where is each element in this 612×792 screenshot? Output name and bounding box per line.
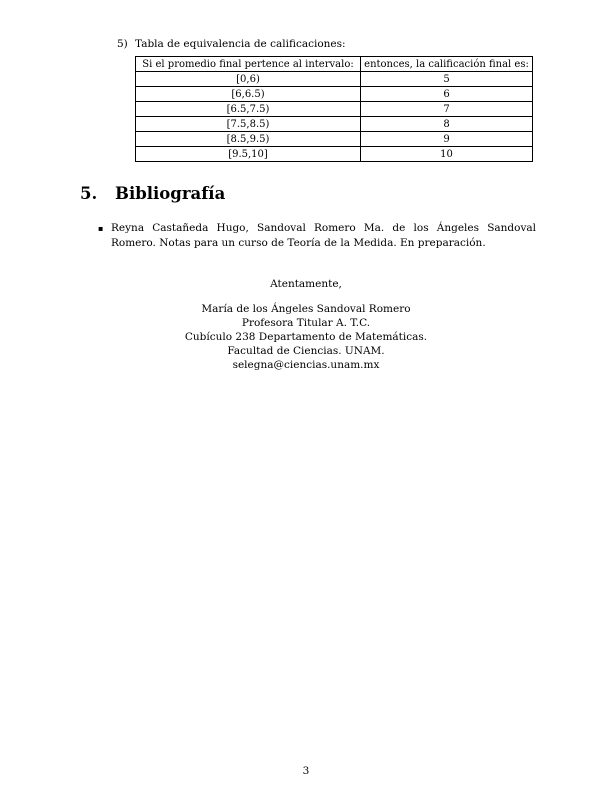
interval-cell: [0,6) — [136, 72, 361, 87]
interval-cell: [8.5,9.5) — [136, 132, 361, 147]
column-header-interval: Si el promedio final pertence al intervalo: — [136, 57, 361, 72]
item-label: Tabla de equivalencia de calificaciones: — [135, 38, 346, 50]
grade-cell: 5 — [361, 72, 533, 87]
interval-cell: [6,6.5) — [136, 87, 361, 102]
section-heading — [80, 184, 225, 203]
author-name: María de los Ángeles Sandoval Romero — [201, 303, 411, 315]
closing-text: Atentamente, — [270, 278, 342, 290]
grade-cell: 7 — [361, 102, 533, 117]
table-header-row — [136, 57, 533, 72]
table-row — [136, 132, 533, 147]
page-number: 3 — [302, 765, 310, 777]
table-row — [136, 117, 533, 132]
author-position: Profesora Titular A. T.C. — [241, 317, 371, 329]
interval-cell: [7.5,8.5) — [136, 117, 361, 132]
author-faculty: Facultad de Ciencias. UNAM. — [227, 345, 385, 357]
section-title: Bibliografía — [115, 184, 226, 203]
interval-cell: [9.5,10] — [136, 147, 361, 162]
grade-cell: 10 — [361, 147, 533, 162]
list-item-5 — [117, 37, 346, 51]
table-row — [136, 87, 533, 102]
signature-block — [0, 277, 612, 372]
table-row — [136, 102, 533, 117]
grade-cell: 8 — [361, 117, 533, 132]
item-number: 5) — [117, 38, 128, 50]
bibliography-entry: Reyna Castañeda Hugo, Sandoval Romero Ma. de los Ángeles Sandoval Romero. Notas para un curso de Teoría de la Medida. En preparación. — [111, 222, 536, 249]
author-office: Cubículo 238 Departamento de Matemáticas. — [184, 331, 428, 343]
bibliography-list — [98, 221, 536, 251]
bullet-icon: ▪ — [98, 224, 104, 233]
section-number: 5. — [80, 184, 98, 203]
grade-equivalence-table — [135, 56, 533, 162]
column-header-grade: entonces, la calificación final es: — [361, 57, 533, 72]
interval-cell: [6.5,7.5) — [136, 102, 361, 117]
grade-cell: 6 — [361, 87, 533, 102]
table-row — [136, 147, 533, 162]
grade-cell: 9 — [361, 132, 533, 147]
table-row — [136, 72, 533, 87]
author-email: selegna@ciencias.unam.mx — [232, 359, 380, 371]
